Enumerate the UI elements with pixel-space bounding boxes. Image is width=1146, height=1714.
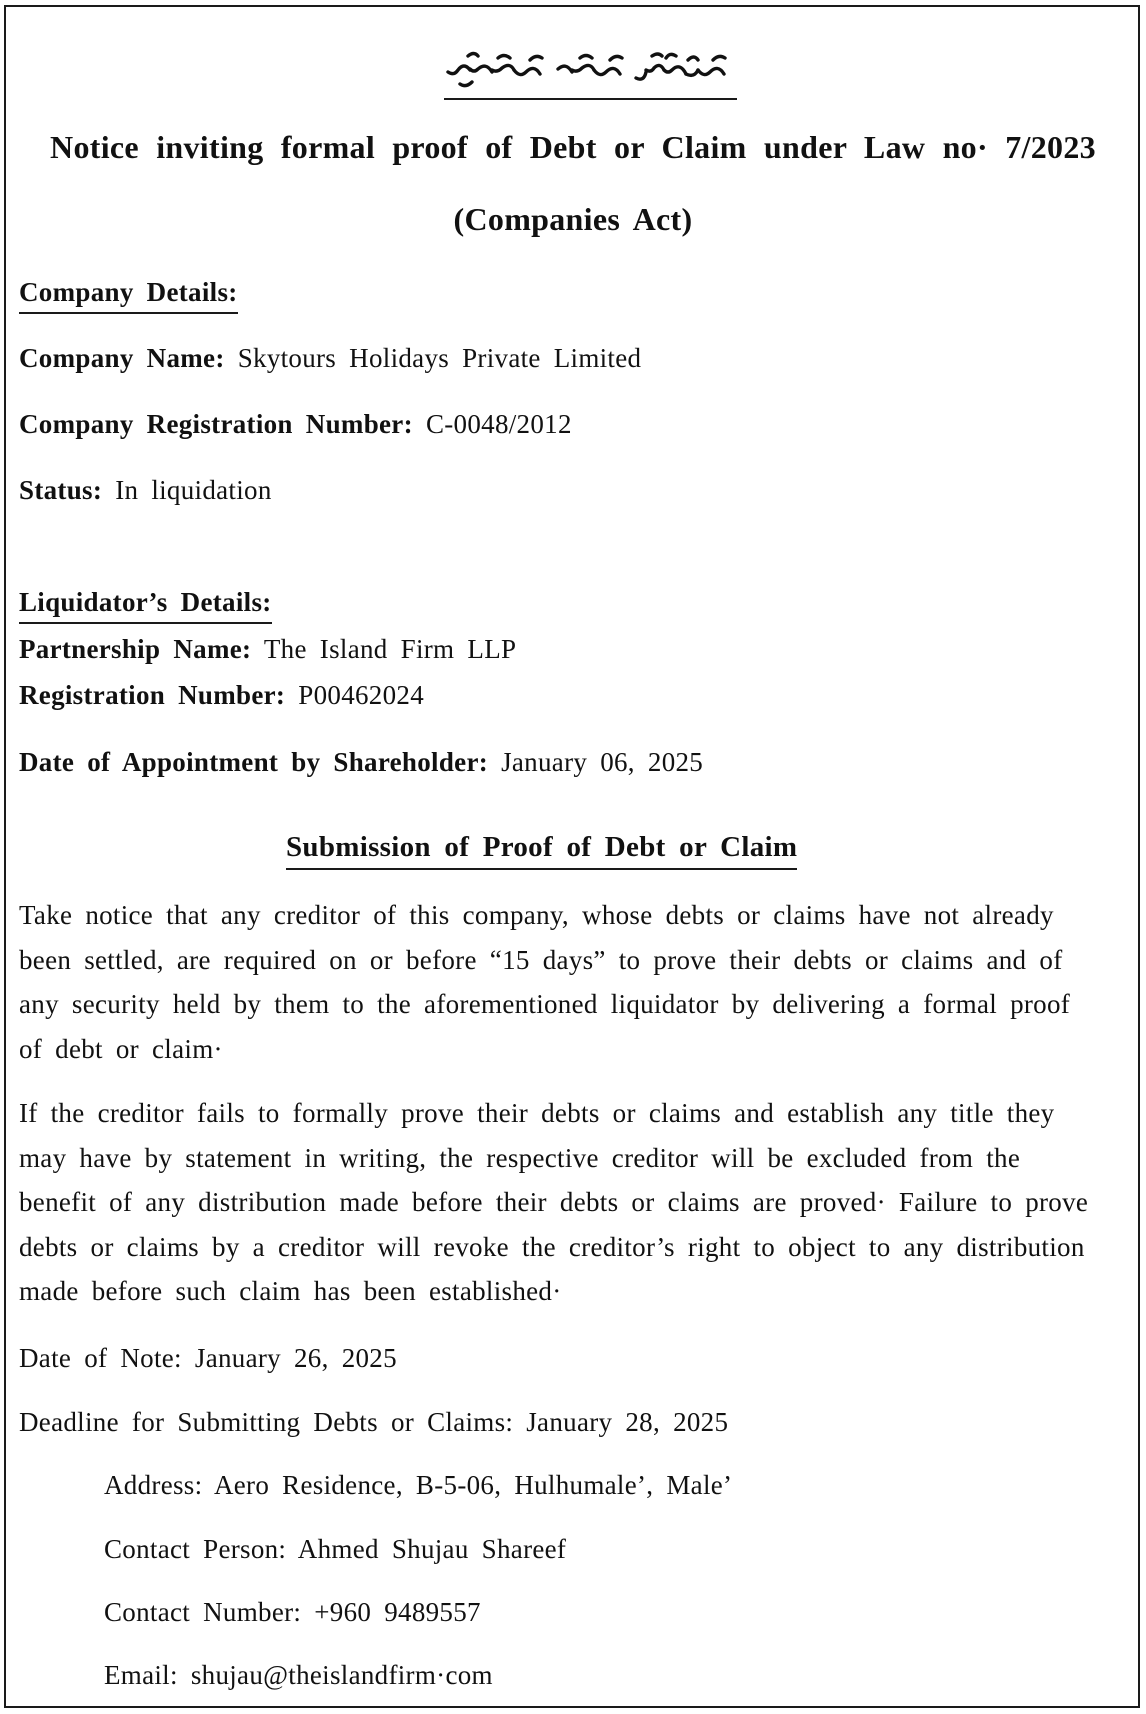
notice-paragraph-1	[19, 893, 1129, 1071]
dhivehi-title-underline	[444, 98, 737, 100]
notice-subtitle: (Companies Act)	[453, 201, 693, 237]
appointment-row	[19, 749, 703, 776]
dhivehi-script-mark	[440, 30, 740, 96]
paragraph-line: been settled, are required on or before “15 days” to prove their debts or claims and of	[19, 944, 1063, 975]
date-of-note: Date of Note: January 26, 2025	[19, 1343, 397, 1373]
dhivehi-title	[440, 30, 740, 100]
paragraph-line: may have by statement in writing, the respective creditor will be excluded from the	[19, 1142, 1021, 1173]
status-row	[19, 477, 272, 504]
partnership-label: Partnership Name:	[19, 634, 252, 664]
company-name-label: Company Name:	[19, 343, 225, 373]
company-name-row	[19, 345, 641, 372]
company-details-heading: Company Details:	[19, 279, 238, 314]
status-label: Status:	[19, 475, 103, 505]
contact-person: Contact Person: Ahmed Shujau Shareef	[104, 1534, 567, 1564]
company-reg-value: C-0048/2012	[425, 409, 572, 439]
partnership-value: The Island Firm LLP	[263, 634, 517, 664]
appointment-value: January 06, 2025	[501, 747, 704, 777]
liquidator-reg-row	[19, 682, 424, 709]
liquidator-reg-label: Registration Number:	[19, 680, 286, 710]
appointment-label: Date of Appointment by Shareholder:	[19, 747, 489, 777]
email: Email: shujau@theislandfirm·com	[104, 1660, 493, 1690]
paragraph-line: any security held by them to the aforementioned liquidator by delivering a formal proof	[19, 989, 1071, 1019]
paragraph-line: benefit of any distribution made before their debts or claims are proved· Failure to prove	[19, 1187, 1089, 1217]
paragraph-line: Take notice that any creditor of this company, whose debts or claims have not already	[19, 900, 1054, 930]
company-reg-label: Company Registration Number:	[19, 409, 413, 439]
deadline: Deadline for Submitting Debts or Claims: January 28, 2025	[19, 1407, 729, 1437]
paragraph-line: debts or claims by a creditor will revoke the creditor’s right to object to any distribution	[19, 1231, 1085, 1262]
notice-paragraph-2	[19, 1091, 1129, 1314]
status-value: In liquidation	[115, 475, 272, 505]
paragraph-line: of debt or claim·	[19, 1033, 223, 1064]
paragraph-line: If the creditor fails to formally prove their debts or claims and establish any title they	[19, 1098, 1055, 1128]
company-name-value: Skytours Holidays Private Limited	[237, 343, 642, 373]
address: Address: Aero Residence, B-5-06, Hulhumale’, Male’	[104, 1470, 733, 1500]
partnership-row	[19, 636, 516, 663]
liquidator-details-heading: Liquidator’s Details:	[19, 589, 272, 624]
contact-number: Contact Number: +960 9489557	[104, 1597, 481, 1627]
notice-title: Notice inviting formal proof of Debt or Claim under Law no· 7/2023	[50, 129, 1096, 165]
paragraph-line: made before such claim has been established·	[19, 1276, 562, 1306]
liquidator-reg-value: P00462024	[298, 680, 424, 710]
company-reg-row	[19, 411, 572, 438]
submission-heading: Submission of Proof of Debt or Claim	[286, 833, 797, 870]
